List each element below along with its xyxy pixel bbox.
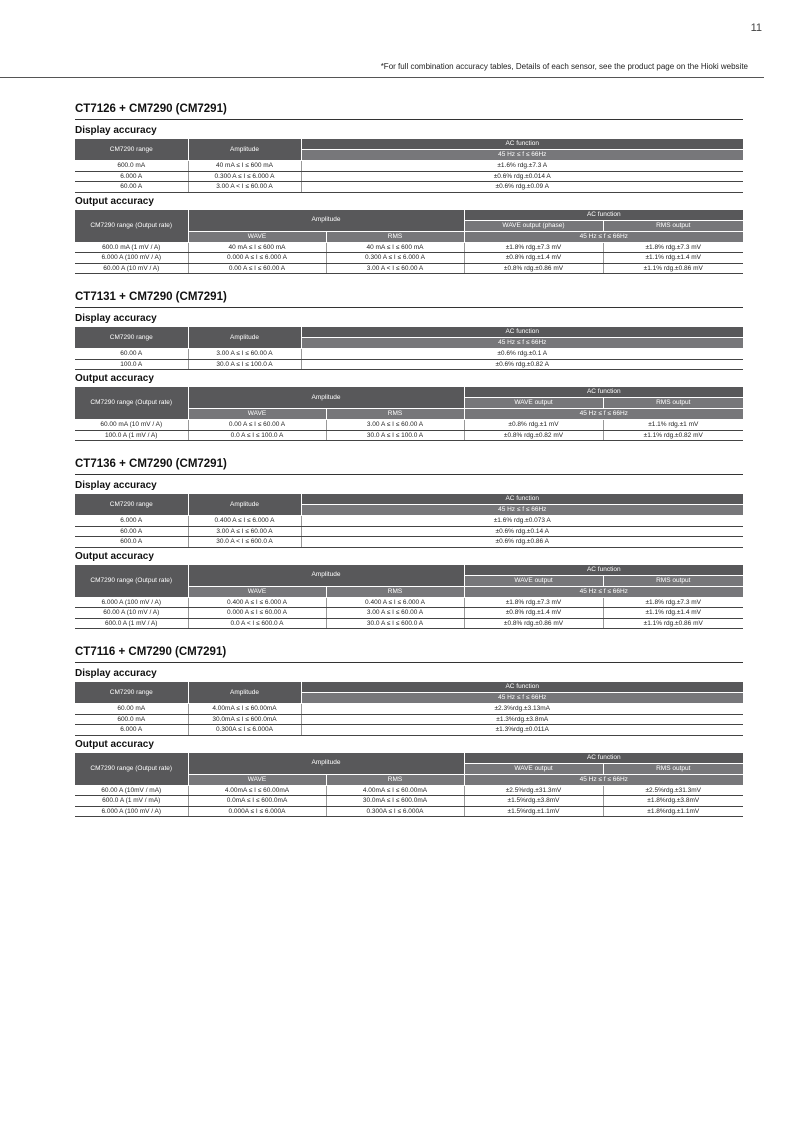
header-rule <box>0 77 764 78</box>
output-rows <box>75 242 743 274</box>
output-rows <box>75 420 743 441</box>
display-rows <box>75 516 743 548</box>
display-accuracy-heading: Display accuracy <box>75 313 157 324</box>
range-cell: 6.000 A <box>75 725 188 736</box>
table-row <box>75 349 743 360</box>
ac-function-header: AC function <box>301 139 743 150</box>
rms-amplitude-cell: 40 mA ≤ I ≤ 600 mA <box>326 242 464 253</box>
rms-amplitude-cell: 30.0 A ≤ I ≤ 100.0 A <box>326 430 464 441</box>
accuracy-cell: ±1.6% rdg.±7.3 A <box>301 161 743 172</box>
wave-output-accuracy-cell: ±1.8% rdg.±7.3 mV <box>464 242 603 253</box>
amplitude-cell: 40 mA ≤ I ≤ 600 mA <box>188 161 301 172</box>
range-cell: 6.000 A <box>75 171 188 182</box>
section-divider <box>75 474 743 475</box>
ac-function-header: AC function <box>301 327 743 338</box>
range-header: CM7290 range <box>75 327 188 349</box>
range-cell: 60.00 mA <box>75 704 188 715</box>
amplitude-header: Amplitude <box>188 139 301 161</box>
range-cell: 60.00 A (10mV / mA) <box>75 785 188 796</box>
rms-output-accuracy-cell: ±1.1% rdg.±0.86 mV <box>603 263 743 274</box>
table-row <box>75 171 743 182</box>
rms-output-accuracy-cell: ±1.8%rdg.±3.8mV <box>603 796 743 807</box>
sensor-section <box>75 102 743 274</box>
amplitude-cell: 4.00mA ≤ I ≤ 60.00mA <box>188 704 301 715</box>
range-cell: 600.0 A (1 mV / mA) <box>75 796 188 807</box>
accuracy-cell: ±1.3%rdg.±3.8mA <box>301 714 743 725</box>
table-row <box>75 161 743 172</box>
frequency-header: 45 Hz ≤ f ≤ 66Hz <box>464 409 743 420</box>
wave-output-accuracy-cell: ±1.8% rdg.±7.3 mV <box>464 597 603 608</box>
rms-output-accuracy-cell: ±1.8% rdg.±7.3 mV <box>603 597 743 608</box>
amplitude-cell: 30.0 A < I ≤ 600.0 A <box>188 537 301 548</box>
amplitude-cell: 0.400 A ≤ I ≤ 6.000 A <box>188 516 301 527</box>
display-accuracy-table <box>75 682 743 736</box>
wave-amplitude-cell: 0.00 A ≤ I ≤ 60.00 A <box>188 420 326 431</box>
table-row <box>75 242 743 253</box>
wave-amplitude-cell: 0.400 A ≤ I ≤ 6.000 A <box>188 597 326 608</box>
wave-header: WAVE <box>188 409 326 420</box>
amplitude-cell: 30.0 A ≤ I ≤ 100.0 A <box>188 359 301 370</box>
table-row <box>75 704 743 715</box>
sensor-section <box>75 290 743 441</box>
output-accuracy-table <box>75 210 743 275</box>
table-row <box>75 537 743 548</box>
output-accuracy-heading: Output accuracy <box>75 373 154 384</box>
output-rows <box>75 597 743 629</box>
ac-function-header: AC function <box>464 387 743 398</box>
range-cell: 60.00 A <box>75 526 188 537</box>
range-output-header: CM7290 range (Output rate) <box>75 565 188 598</box>
display-accuracy-heading: Display accuracy <box>75 125 157 136</box>
amplitude-header: Amplitude <box>188 494 301 516</box>
range-cell: 6.000 A (100 mV / A) <box>75 253 188 264</box>
display-accuracy-table <box>75 327 743 370</box>
accuracy-cell: ±0.6% rdg.±0.86 A <box>301 537 743 548</box>
page-number: 11 <box>750 22 762 34</box>
table-row <box>75 182 743 193</box>
wave-header: WAVE <box>188 774 326 785</box>
range-cell: 60.00 mA (10 mV / A) <box>75 420 188 431</box>
wave-output-accuracy-cell: ±1.5%rdg.±3.8mV <box>464 796 603 807</box>
ac-function-header: AC function <box>464 210 743 221</box>
section-title: CT7126 + CM7290 (CM7291) <box>75 103 227 115</box>
frequency-header: 45 Hz ≤ f ≤ 66Hz <box>464 774 743 785</box>
rms-amplitude-cell: 0.300 A ≤ I ≤ 6.000 A <box>326 253 464 264</box>
wave-header: WAVE <box>188 231 326 242</box>
table-row <box>75 516 743 527</box>
table-row <box>75 725 743 736</box>
frequency-header: 45 Hz ≤ f ≤ 66Hz <box>301 150 743 161</box>
display-accuracy-table <box>75 139 743 193</box>
rms-output-accuracy-cell: ±1.1% rdg.±1.4 mV <box>603 253 743 264</box>
table-row <box>75 253 743 264</box>
display-accuracy-heading: Display accuracy <box>75 480 157 491</box>
display-accuracy-table <box>75 494 743 548</box>
wave-amplitude-cell: 4.00mA ≤ I ≤ 60.00mA <box>188 785 326 796</box>
accuracy-content <box>75 102 743 833</box>
rms-output-accuracy-cell: ±1.8%rdg.±1.1mV <box>603 806 743 817</box>
wave-output-header: WAVE output <box>464 575 603 586</box>
amplitude-cell: 3.00 A ≤ I ≤ 60.00 A <box>188 526 301 537</box>
accuracy-cell: ±0.6% rdg.±0.1 A <box>301 349 743 360</box>
table-row <box>75 430 743 441</box>
footnote: *For full combination accuracy tables, Details of each sensor, see the product page on the Hioki website <box>380 62 748 71</box>
output-accuracy-heading: Output accuracy <box>75 738 154 750</box>
table-row <box>75 796 743 807</box>
rms-output-accuracy-cell: ±1.1% rdg.±1.4 mV <box>603 608 743 619</box>
wave-output-accuracy-cell: ±0.8% rdg.±1.4 mV <box>464 608 603 619</box>
table-row <box>75 608 743 619</box>
output-accuracy-heading: Output accuracy <box>75 550 154 562</box>
rms-output-accuracy-cell: ±1.1% rdg.±1 mV <box>603 420 743 431</box>
frequency-header: 45 Hz ≤ f ≤ 66Hz <box>301 693 743 704</box>
amplitude-header: Amplitude <box>188 210 464 232</box>
table-row <box>75 785 743 796</box>
range-output-header: CM7290 range (Output rate) <box>75 387 188 420</box>
accuracy-cell: ±2.3%rdg.±3.13mA <box>301 704 743 715</box>
output-accuracy-table <box>75 565 743 630</box>
rms-amplitude-cell: 0.400 A ≤ I ≤ 6.000 A <box>326 597 464 608</box>
rms-output-accuracy-cell: ±2.5%rdg.±31.3mV <box>603 785 743 796</box>
table-row <box>75 420 743 431</box>
amplitude-header: Amplitude <box>188 682 301 704</box>
section-title: CT7116 + CM7290 (CM7291) <box>75 646 227 658</box>
rms-amplitude-cell: 0.300A ≤ I ≤ 6.000A <box>326 806 464 817</box>
range-cell: 60.00 A (10 mV / A) <box>75 608 188 619</box>
rms-amplitude-cell: 30.0 A ≤ I ≤ 600.0 A <box>326 618 464 629</box>
rms-amplitude-cell: 3.00 A < I ≤ 60.00 A <box>326 263 464 274</box>
table-row <box>75 618 743 629</box>
wave-output-header: WAVE output <box>464 763 603 774</box>
amplitude-header: Amplitude <box>188 753 464 775</box>
ac-function-header: AC function <box>464 753 743 764</box>
ac-function-header: AC function <box>301 494 743 505</box>
output-accuracy-table <box>75 387 743 441</box>
accuracy-cell: ±0.6% rdg.±0.014 A <box>301 171 743 182</box>
section-title: CT7136 + CM7290 (CM7291) <box>75 458 227 470</box>
frequency-header: 45 Hz ≤ f ≤ 66Hz <box>464 586 743 597</box>
accuracy-cell: ±0.6% rdg.±0.82 A <box>301 359 743 370</box>
wave-amplitude-cell: 0.0mA ≤ I ≤ 600.0mA <box>188 796 326 807</box>
section-title: CT7131 + CM7290 (CM7291) <box>75 291 227 303</box>
accuracy-cell: ±1.6% rdg.±0.073 A <box>301 516 743 527</box>
section-divider <box>75 307 743 308</box>
range-cell: 600.0 A (1 mV / A) <box>75 618 188 629</box>
rms-header: RMS <box>326 774 464 785</box>
wave-output-accuracy-cell: ±2.5%rdg.±31.3mV <box>464 785 603 796</box>
frequency-header: 45 Hz ≤ f ≤ 66Hz <box>301 338 743 349</box>
range-cell: 600.0 mA <box>75 161 188 172</box>
rms-header: RMS <box>326 409 464 420</box>
range-output-header: CM7290 range (Output rate) <box>75 210 188 243</box>
wave-amplitude-cell: 0.00 A ≤ I ≤ 60.00 A <box>188 263 326 274</box>
wave-amplitude-cell: 0.0 A ≤ I ≤ 100.0 A <box>188 430 326 441</box>
rms-output-header: RMS output <box>603 763 743 774</box>
wave-output-header: WAVE output (phase) <box>464 220 603 231</box>
output-accuracy-table <box>75 753 743 818</box>
accuracy-cell: ±0.6% rdg.±0.09 A <box>301 182 743 193</box>
rms-output-accuracy-cell: ±1.1% rdg.±0.86 mV <box>603 618 743 629</box>
wave-amplitude-cell: 0.000 A ≤ I ≤ 6.000 A <box>188 253 326 264</box>
range-cell: 100.0 A <box>75 359 188 370</box>
display-accuracy-heading: Display accuracy <box>75 668 157 679</box>
accuracy-cell: ±0.6% rdg.±0.14 A <box>301 526 743 537</box>
wave-amplitude-cell: 40 mA ≤ I ≤ 600 mA <box>188 242 326 253</box>
range-cell: 6.000 A (100 mV / A) <box>75 806 188 817</box>
table-row <box>75 714 743 725</box>
table-row <box>75 806 743 817</box>
rms-header: RMS <box>326 231 464 242</box>
range-header: CM7290 range <box>75 139 188 161</box>
range-header: CM7290 range <box>75 494 188 516</box>
wave-output-accuracy-cell: ±1.5%rdg.±1.1mV <box>464 806 603 817</box>
display-rows <box>75 161 743 193</box>
table-row <box>75 359 743 370</box>
frequency-header: 45 Hz ≤ f ≤ 66Hz <box>301 505 743 516</box>
section-divider <box>75 119 743 120</box>
rms-amplitude-cell: 3.00 A ≤ I ≤ 60.00 A <box>326 420 464 431</box>
range-cell: 60.00 A <box>75 182 188 193</box>
amplitude-header: Amplitude <box>188 387 464 409</box>
accuracy-cell: ±1.3%rdg.±0.011A <box>301 725 743 736</box>
wave-amplitude-cell: 0.000 A ≤ I ≤ 60.00 A <box>188 608 326 619</box>
rms-header: RMS <box>326 586 464 597</box>
range-cell: 60.00 A (10 mV / A) <box>75 263 188 274</box>
wave-output-header: WAVE output <box>464 398 603 409</box>
table-row <box>75 263 743 274</box>
ac-function-header: AC function <box>301 682 743 693</box>
range-cell: 60.00 A <box>75 349 188 360</box>
range-header: CM7290 range <box>75 682 188 704</box>
table-row <box>75 597 743 608</box>
amplitude-cell: 3.00 A < I ≤ 60.00 A <box>188 182 301 193</box>
output-rows <box>75 785 743 817</box>
rms-amplitude-cell: 4.00mA ≤ I ≤ 60.00mA <box>326 785 464 796</box>
amplitude-cell: 0.300A ≤ I ≤ 6.000A <box>188 725 301 736</box>
section-divider <box>75 662 743 663</box>
wave-header: WAVE <box>188 586 326 597</box>
amplitude-cell: 0.300 A ≤ I ≤ 6.000 A <box>188 171 301 182</box>
wave-amplitude-cell: 0.000A ≤ I ≤ 6.000A <box>188 806 326 817</box>
range-cell: 600.0 mA <box>75 714 188 725</box>
range-output-header: CM7290 range (Output rate) <box>75 753 188 786</box>
rms-output-header: RMS output <box>603 220 743 231</box>
amplitude-header: Amplitude <box>188 327 301 349</box>
range-cell: 100.0 A (1 mV / A) <box>75 430 188 441</box>
rms-output-accuracy-cell: ±1.8% rdg.±7.3 mV <box>603 242 743 253</box>
rms-amplitude-cell: 30.0mA ≤ I ≤ 600.0mA <box>326 796 464 807</box>
range-cell: 6.000 A <box>75 516 188 527</box>
rms-output-header: RMS output <box>603 575 743 586</box>
display-rows <box>75 704 743 736</box>
wave-output-accuracy-cell: ±0.8% rdg.±1 mV <box>464 420 603 431</box>
sensor-section <box>75 457 743 629</box>
wave-output-accuracy-cell: ±0.8% rdg.±0.86 mV <box>464 263 603 274</box>
sensor-section <box>75 645 743 817</box>
rms-output-accuracy-cell: ±1.1% rdg.±0.82 mV <box>603 430 743 441</box>
amplitude-cell: 30.0mA ≤ I ≤ 600.0mA <box>188 714 301 725</box>
range-cell: 6.000 A (100 mV / A) <box>75 597 188 608</box>
rms-output-header: RMS output <box>603 398 743 409</box>
output-accuracy-heading: Output accuracy <box>75 195 154 207</box>
amplitude-cell: 3.00 A ≤ I ≤ 60.00 A <box>188 349 301 360</box>
table-row <box>75 526 743 537</box>
wave-output-accuracy-cell: ±0.8% rdg.±0.82 mV <box>464 430 603 441</box>
amplitude-header: Amplitude <box>188 565 464 587</box>
wave-output-accuracy-cell: ±0.8% rdg.±1.4 mV <box>464 253 603 264</box>
wave-output-accuracy-cell: ±0.8% rdg.±0.86 mV <box>464 618 603 629</box>
display-rows <box>75 349 743 370</box>
ac-function-header: AC function <box>464 565 743 576</box>
wave-amplitude-cell: 0.0 A < I ≤ 600.0 A <box>188 618 326 629</box>
frequency-header: 45 Hz ≤ f ≤ 66Hz <box>464 231 743 242</box>
range-cell: 600.0 mA (1 mV / A) <box>75 242 188 253</box>
rms-amplitude-cell: 3.00 A ≤ I ≤ 60.00 A <box>326 608 464 619</box>
range-cell: 600.0 A <box>75 537 188 548</box>
